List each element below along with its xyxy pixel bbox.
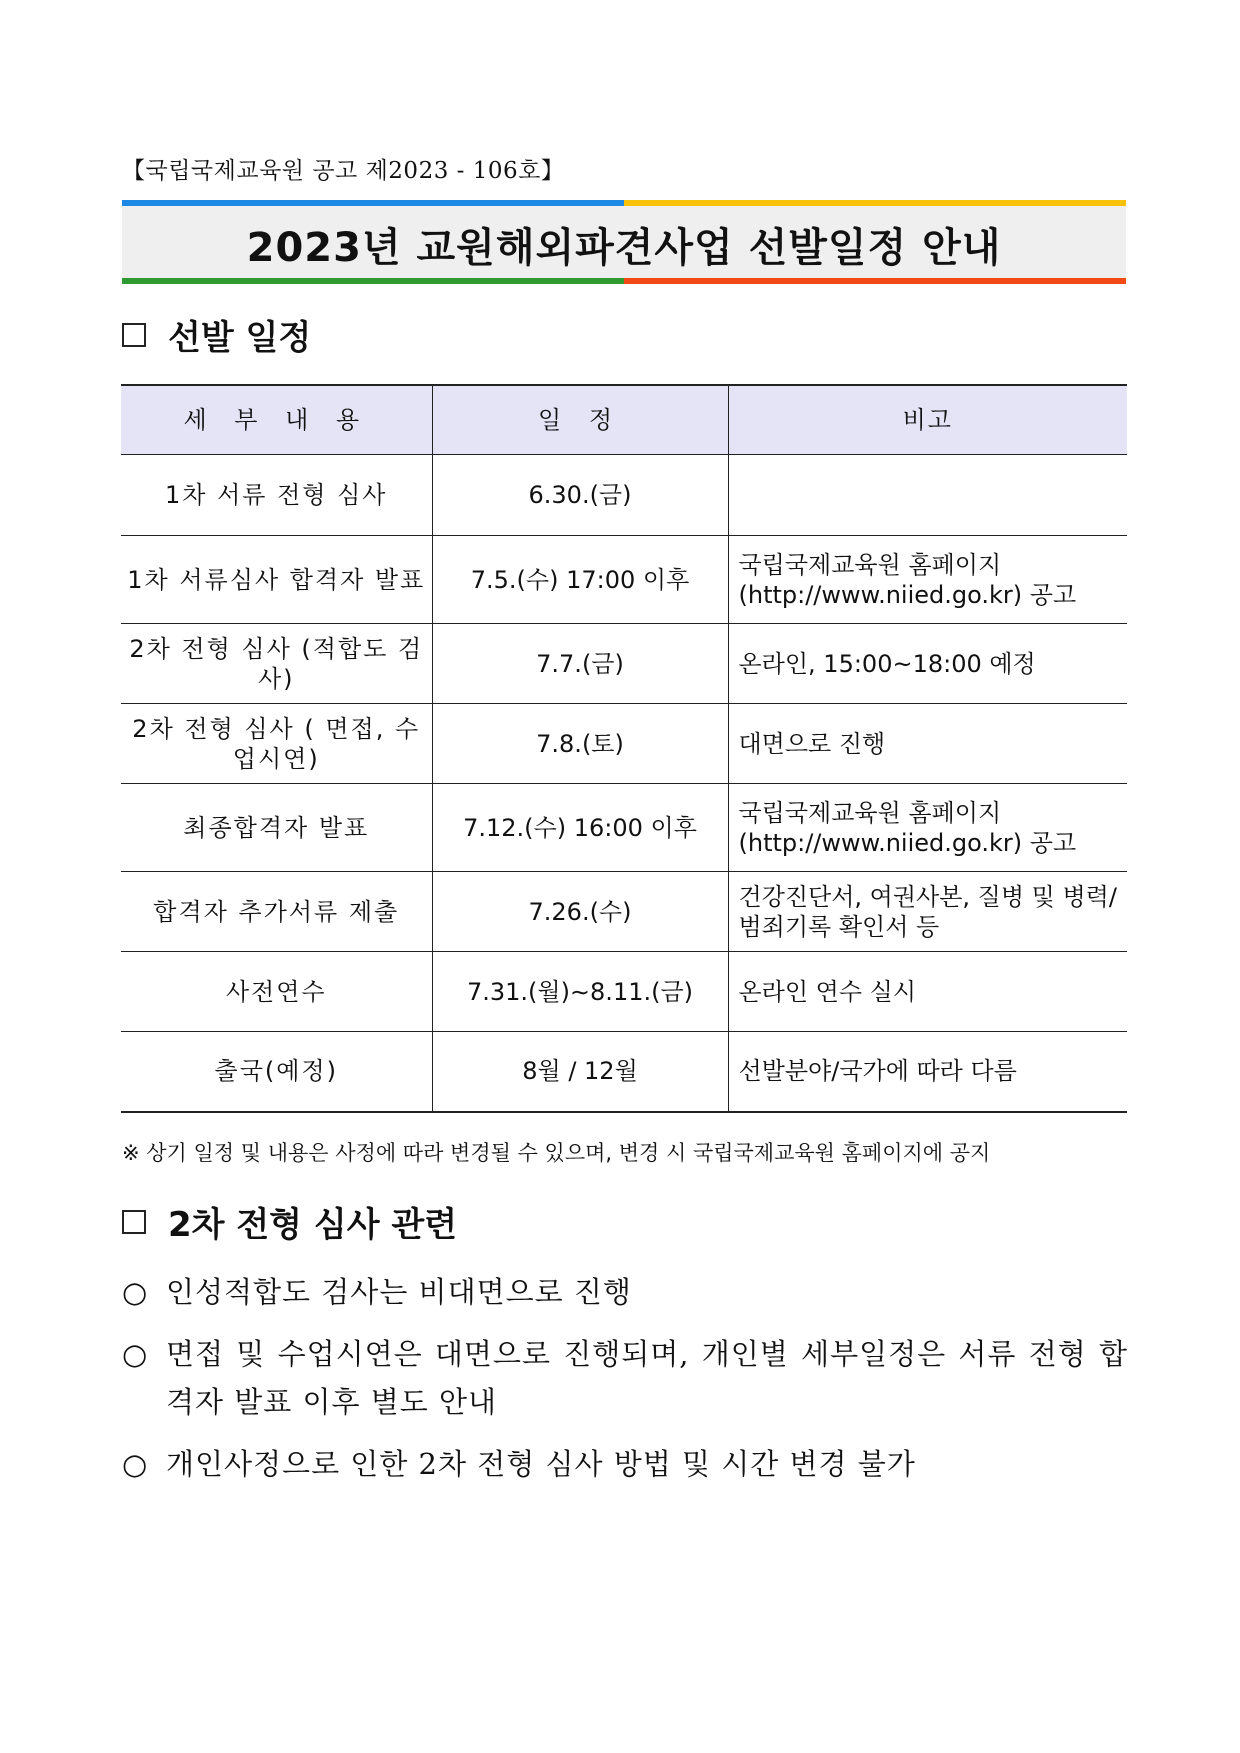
- list-item: [122, 1440, 1128, 1488]
- table-row: [121, 536, 1127, 624]
- row-note: 온라인 연수 실시: [728, 952, 1127, 1032]
- column-header-note: 비고: [728, 385, 1127, 455]
- row-detail: 1차 서류 전형 심사: [121, 455, 432, 536]
- bullet-list: [122, 1268, 1128, 1502]
- row-detail: 최종합격자 발표: [121, 784, 432, 872]
- circle-bullet-icon: ○: [122, 1275, 148, 1309]
- title-bar-green: [122, 278, 624, 284]
- row-date: 7.31.(월)∼8.11.(금): [432, 952, 728, 1032]
- section-heading-text: 2차 전형 심사 관련: [168, 1205, 458, 1245]
- column-header-date: 일 정: [432, 385, 728, 455]
- row-note: 선발분야/국가에 따라 다름: [728, 1032, 1127, 1112]
- checkbox-icon: [122, 1210, 146, 1234]
- table-row: [121, 784, 1127, 872]
- circle-bullet-icon: ○: [122, 1447, 148, 1481]
- row-detail: 2차 전형 심사 ( 면접, 수업시연): [121, 704, 432, 784]
- checkbox-icon: [122, 323, 146, 347]
- title-bar-red: [624, 278, 1126, 284]
- circle-bullet-icon: ○: [122, 1337, 148, 1371]
- table-row: [121, 952, 1127, 1032]
- section-heading-schedule: [122, 310, 311, 359]
- list-item-text: 면접 및 수업시연은 대면으로 진행되며, 개인별 세부일정은 서류 전형 합격자 발표 이후 별도 안내: [166, 1337, 1128, 1419]
- row-date: 7.7.(금): [432, 624, 728, 704]
- row-detail: 2차 전형 심사 (적합도 검사): [121, 624, 432, 704]
- footnote: ※ 상기 일정 및 내용은 사정에 따라 변경될 수 있으며, 변경 시 국립국제교육원 홈페이지에 공지: [122, 1141, 991, 1165]
- row-note: 온라인, 15:00~18:00 예정: [728, 624, 1127, 704]
- list-item: [122, 1268, 1128, 1316]
- section-heading-interview: [122, 1197, 457, 1246]
- table-row: [121, 624, 1127, 704]
- title-banner: [122, 200, 1126, 284]
- table-row: [121, 704, 1127, 784]
- row-detail: 사전연수: [121, 952, 432, 1032]
- table-row: [121, 1032, 1127, 1112]
- title-bar-yellow: [624, 200, 1126, 206]
- table-row: [121, 872, 1127, 952]
- row-note: 대면으로 진행: [728, 704, 1127, 784]
- section-heading-text: 선발 일정: [168, 318, 312, 358]
- row-note: 건강진단서, 여권사본, 질병 및 병력/범죄기록 확인서 등: [728, 872, 1127, 952]
- list-item-text: 인성적합도 검사는 비대면으로 진행: [166, 1275, 632, 1309]
- title-bar-blue: [122, 200, 624, 206]
- row-date: 7.12.(수) 16:00 이후: [432, 784, 728, 872]
- list-item: [122, 1330, 1128, 1426]
- row-note: 국립국제교육원 홈페이지 (http://www.niied.go.kr) 공고: [728, 784, 1127, 872]
- table-row: [121, 455, 1127, 536]
- notice-number: 【국립국제교육원 공고 제2023 - 106호】: [122, 158, 565, 184]
- row-note: [728, 455, 1127, 536]
- row-date: 8월 / 12월: [432, 1032, 728, 1112]
- row-date: 7.26.(수): [432, 872, 728, 952]
- table-header-row: [121, 385, 1127, 455]
- row-detail: 1차 서류심사 합격자 발표: [121, 536, 432, 624]
- page-title: 2023년 교원해외파견사업 선발일정 안내: [246, 225, 1002, 271]
- row-date: 7.5.(수) 17:00 이후: [432, 536, 728, 624]
- row-note: 국립국제교육원 홈페이지 (http://www.niied.go.kr) 공고: [728, 536, 1127, 624]
- schedule-table: [121, 384, 1127, 1113]
- list-item-text: 개인사정으로 인한 2차 전형 심사 방법 및 시간 변경 불가: [166, 1447, 916, 1481]
- row-detail: 출국(예정): [121, 1032, 432, 1112]
- row-date: 6.30.(금): [432, 455, 728, 536]
- row-date: 7.8.(토): [432, 704, 728, 784]
- column-header-detail: 세 부 내 용: [121, 385, 432, 455]
- row-detail: 합격자 추가서류 제출: [121, 872, 432, 952]
